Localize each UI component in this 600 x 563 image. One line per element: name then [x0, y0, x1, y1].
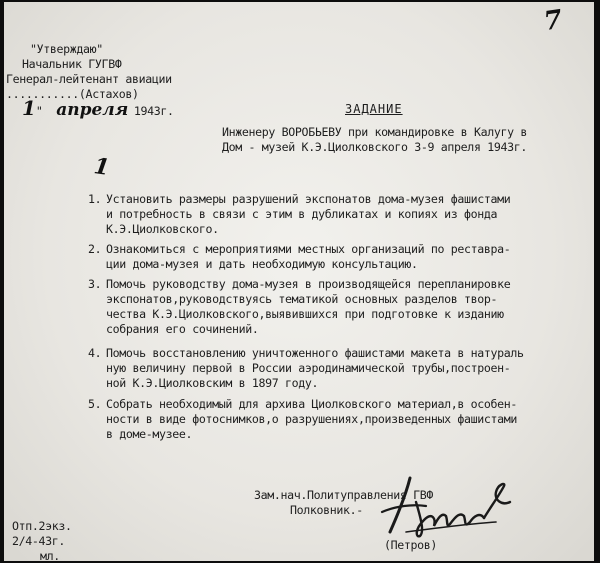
list-item-number: 5. — [88, 397, 102, 411]
approval-heading: "Утверждаю" — [30, 42, 103, 56]
date-month: апреля — [56, 100, 129, 120]
margin-mark: 1 — [92, 153, 112, 181]
list-item-line: Собрать необходимый для архива Циолковского материал,в особен- — [106, 397, 518, 411]
list-item-line: Ознакомиться с мероприятиями местных организаций по реставра- — [106, 242, 511, 256]
signature-name: (Петров) — [384, 538, 438, 552]
list-item-line: Установить размеры разрушений экспонатов дома-музея фашистами — [106, 192, 511, 206]
date-day: 1 — [22, 96, 36, 120]
list-item-line: чества К.Э.Циолковского,выявившихся при подготовке к изданию — [106, 307, 504, 321]
list-item-line: ности в виде фотоснимков,о разрушениях,произведенных фашистами — [106, 412, 518, 426]
list-item-line: ции дома-музея и дать необходимую консультацию. — [106, 257, 418, 271]
list-item-line: К.Э.Циолковского. — [106, 222, 219, 236]
signature-position: Зам.нач.Политуправления ГВФ — [254, 488, 434, 502]
approval-signatory: ...........(Астахов) — [6, 87, 139, 101]
approval-position: Начальник ГУГВФ — [22, 57, 122, 71]
list-item-number: 3. — [88, 277, 102, 291]
list-item-number: 2. — [88, 242, 102, 256]
list-item-line: Помочь восстановлению уничтоженного фашистами макета в натураль — [106, 346, 524, 360]
approval-rank: Генерал-лейтенант авиации — [6, 72, 172, 86]
page-number: 7 — [542, 4, 565, 38]
list-item-number: 1. — [88, 192, 102, 206]
footer-initials: мл. — [40, 549, 60, 561]
footer-date: 2/4-43г. — [12, 534, 66, 548]
footer-copies: Отп.2экз. — [12, 519, 72, 533]
list-item-line: экспонатов,руководствуясь тематикой основных разделов твор- — [106, 292, 498, 306]
subtitle-line-2: Дом - музей К.Э.Циолковского 3-9 апреля 1943г. — [222, 140, 527, 154]
handwritten-signature — [376, 472, 526, 542]
subtitle-line-1: Инженеру ВОРОБЬЕВУ при командировке в Калугу в — [222, 125, 527, 139]
list-item-line: ной К.Э.Циолковским в 1897 году. — [106, 376, 319, 390]
signature-rank: Полковник.- — [290, 503, 363, 517]
list-item-line: в доме-музее. — [106, 427, 193, 441]
list-item-number: 4. — [88, 346, 102, 360]
document-title: ЗАДАНИЕ — [345, 102, 403, 116]
list-item-line: собрания его сочинений. — [106, 322, 259, 336]
list-item-line: Помочь руководству дома-музея в производящейся перепланировке — [106, 277, 511, 291]
list-item-line: ную величину первой в России аэродинамической трубы,построен- — [106, 361, 511, 375]
document-sheet — [4, 2, 594, 561]
date-year: 1943г. — [133, 104, 174, 118]
approval-date: 1" апреля 1943г. — [22, 96, 174, 120]
list-item-line: и потребность в связи с этим в дубликатах и копиях из фонда — [106, 207, 498, 221]
